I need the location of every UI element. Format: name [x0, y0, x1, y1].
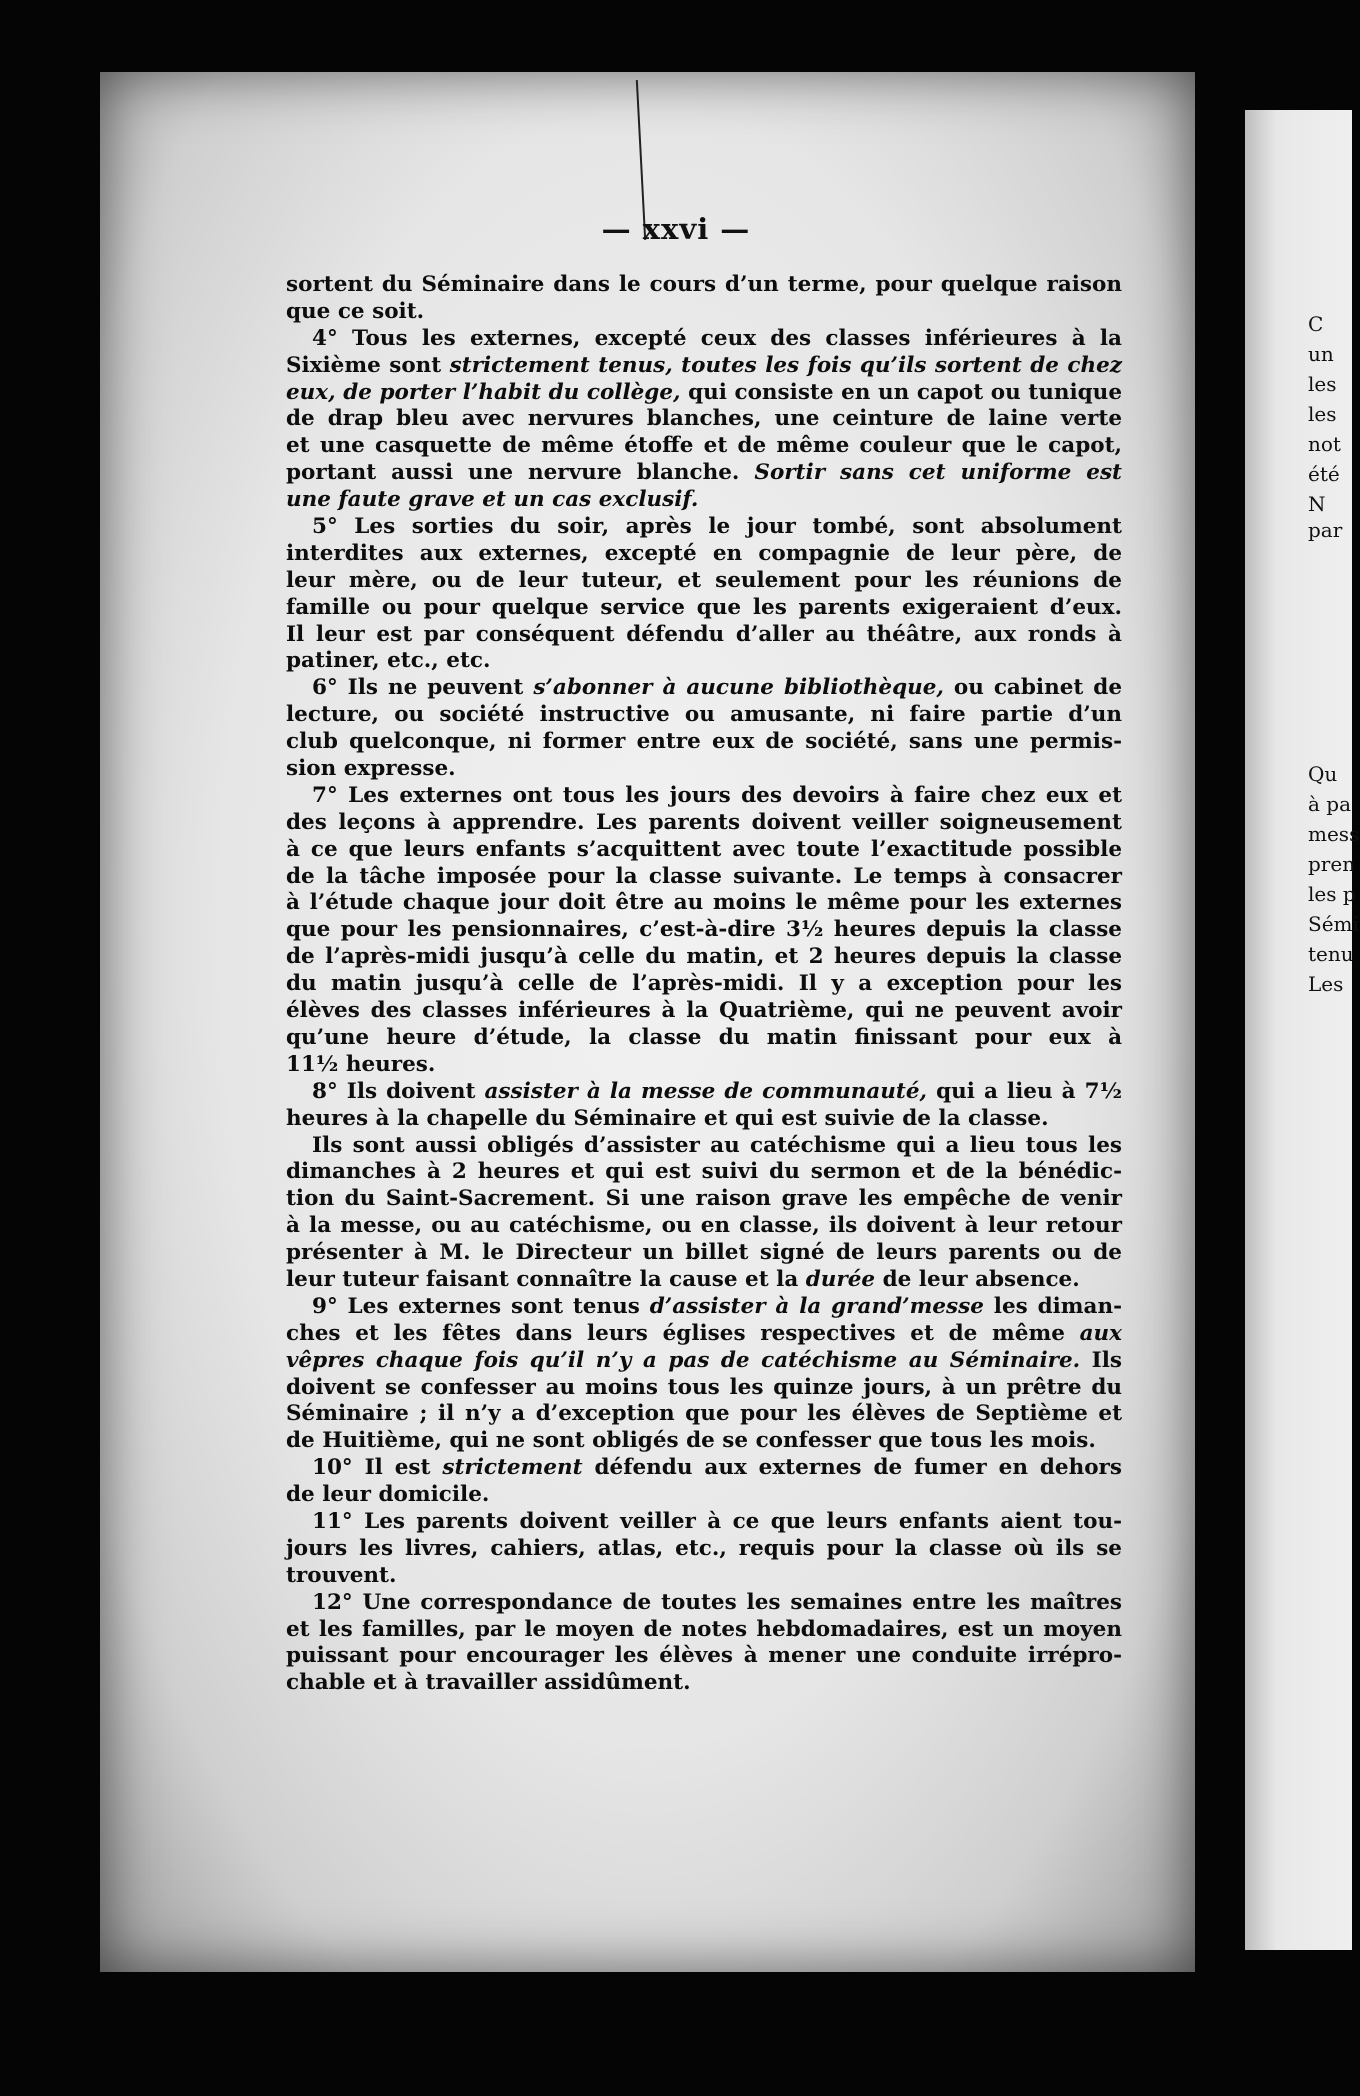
adjacent-page-fragment: les: [1308, 372, 1337, 396]
text-line: Sixième sont strictement tenus, toutes les fois qu’ils sortent de chez: [286, 352, 1122, 378]
text-line: que ce soit.: [286, 298, 425, 324]
text-line: doivent se confesser au moins tous les quinze jours, à un prêtre du: [286, 1374, 1122, 1400]
text-line: 11½ heures.: [286, 1051, 436, 1077]
text-line: 8° Ils doivent assister à la messe de communauté, qui a lieu à 7½: [312, 1078, 1123, 1104]
text-line: une faute grave et un cas exclusif.: [286, 487, 699, 513]
text-line: sion expresse.: [286, 756, 456, 782]
text-line: Séminaire ; il n’y a d’exception que pour les élèves de Septième et: [286, 1401, 1122, 1427]
text-line: 5° Les sorties du soir, après le jour tombé, sont absolument: [312, 514, 1122, 540]
text-line: à l’étude chaque jour doit être au moins le même pour les externes: [286, 890, 1122, 916]
text-line: que pour les pensionnaires, c’est-à-dire 3½ heures depuis la classe: [286, 917, 1122, 943]
adjacent-page-fragment: les p: [1308, 882, 1356, 906]
text-line: lecture, ou société instructive ou amusante, ni faire partie d’un: [286, 702, 1122, 728]
text-line: heures à la chapelle du Séminaire et qui est suivie de la classe.: [286, 1105, 1049, 1131]
adjacent-page-fragment: Qu: [1308, 762, 1338, 786]
text-line: interdites aux externes, excepté en compagnie de leur père, de: [286, 540, 1122, 566]
adjacent-page-fragment: été: [1308, 462, 1340, 486]
text-line: club quelconque, ni former entre eux de société, sans une permis-: [286, 729, 1122, 755]
text-line: Il leur est par conséquent défendu d’aller au théâtre, aux ronds à: [286, 621, 1122, 647]
adjacent-page-fragment: un: [1308, 342, 1334, 366]
text-line: 6° Ils ne peuvent s’abonner à aucune bibliothèque, ou cabinet de: [312, 675, 1122, 701]
text-line: ches et les fêtes dans leurs églises respectives et de même aux: [286, 1320, 1122, 1346]
text-line: tion du Saint-Sacrement. Si une raison grave les empêche de venir: [286, 1186, 1122, 1212]
text-line: leur tuteur faisant connaître la cause et la durée de leur absence.: [286, 1266, 1080, 1292]
page-number: — xxvi —: [601, 212, 751, 246]
text-line: patiner, etc., etc.: [286, 648, 491, 674]
text-line: 11° Les parents doivent veiller à ce que leurs enfants aient tou-: [312, 1508, 1122, 1534]
adjacent-page-fragment: pren: [1308, 852, 1356, 876]
text-line: de leur domicile.: [286, 1482, 490, 1508]
text-line: 9° Les externes sont tenus d’assister à la grand’messe les diman-: [312, 1293, 1123, 1319]
text-line: de Huitième, qui ne sont obligés de se confesser que tous les mois.: [286, 1428, 1096, 1454]
text-line: des leçons à apprendre. Les parents doivent veiller soigneusement: [286, 809, 1122, 835]
text-line: 4° Tous les externes, excepté ceux des classes inférieures à la: [312, 325, 1122, 351]
text-line: vêpres chaque fois qu’il n’y a pas de catéchisme au Séminaire. Ils: [286, 1347, 1122, 1373]
adjacent-page-fragment: mess: [1308, 822, 1360, 846]
text-line: qu’une heure d’étude, la classe du matin finissant pour eux à: [286, 1024, 1122, 1050]
adjacent-page-fragment: N: [1308, 492, 1326, 516]
adjacent-page-fragment: not: [1308, 432, 1341, 456]
text-line: présenter à M. le Directeur un billet signé de leurs parents ou de: [286, 1240, 1122, 1266]
text-line: famille ou pour quelque service que les parents exigeraient d’eux.: [286, 594, 1122, 620]
text-line: de drap bleu avec nervures blanches, une ceinture de laine verte: [286, 406, 1122, 432]
adjacent-page-fragment: tenu: [1308, 942, 1354, 966]
text-line: à ce que leurs enfants s’acquittent avec toute l’exactitude possible: [286, 836, 1122, 862]
page-body-text: [286, 272, 1122, 1697]
text-line: puissant pour encourager les élèves à mener une conduite irrépro-: [286, 1643, 1122, 1669]
text-line: portant aussi une nervure blanche. Sortir sans cet uniforme est: [286, 460, 1122, 486]
text-line: élèves des classes inférieures à la Quatrième, qui ne peuvent avoir: [286, 998, 1122, 1024]
text-line: à la messe, ou au catéchisme, ou en classe, ils doivent à leur retour: [286, 1213, 1122, 1239]
text-line: 12° Une correspondance de toutes les semaines entre les maîtres: [312, 1589, 1122, 1615]
adjacent-page-fragment: par: [1308, 518, 1343, 542]
adjacent-page-fragment: les: [1308, 402, 1337, 426]
text-line: dimanches à 2 heures et qui est suivi du sermon et de la bénédic-: [286, 1159, 1122, 1185]
text-line: sortent du Séminaire dans le cours d’un terme, pour quelque raison: [286, 272, 1122, 297]
adjacent-page-fragment: à pa: [1308, 792, 1352, 816]
adjacent-page-fragment: Sémi: [1308, 912, 1359, 936]
text-line: eux, de porter l’habit du collège, qui consiste en un capot ou tunique: [286, 379, 1122, 405]
text-line: chable et à travailler assidûment.: [286, 1670, 691, 1696]
text-line: 7° Les externes ont tous les jours des devoirs à faire chez eux et: [312, 782, 1122, 808]
text-line: de l’après-midi jusqu’à celle du matin, et 2 heures depuis la classe: [286, 944, 1122, 970]
text-line: de la tâche imposée pour la classe suivante. Le temps à consacrer: [286, 863, 1122, 889]
text-line: 10° Il est strictement défendu aux externes de fumer en dehors: [312, 1455, 1122, 1481]
adjacent-page-fragment: C: [1308, 312, 1324, 336]
text-line: et les familles, par le moyen de notes hebdomadaires, est un moyen: [286, 1616, 1122, 1642]
text-line: jours les livres, cahiers, atlas, etc., requis pour la classe où ils se: [286, 1535, 1122, 1561]
adjacent-page-fragment: Les: [1308, 972, 1344, 996]
text-line: trouvent.: [286, 1562, 397, 1588]
text-line: Ils sont aussi obligés d’assister au catéchisme qui a lieu tous les: [312, 1132, 1122, 1158]
text-line: du matin jusqu’à celle de l’après-midi. Il y a exception pour les: [286, 971, 1122, 997]
text-line: leur mère, ou de leur tuteur, et seulement pour les réunions de: [286, 567, 1122, 593]
text-line: et une casquette de même étoffe et de même couleur que le capot,: [286, 433, 1122, 459]
